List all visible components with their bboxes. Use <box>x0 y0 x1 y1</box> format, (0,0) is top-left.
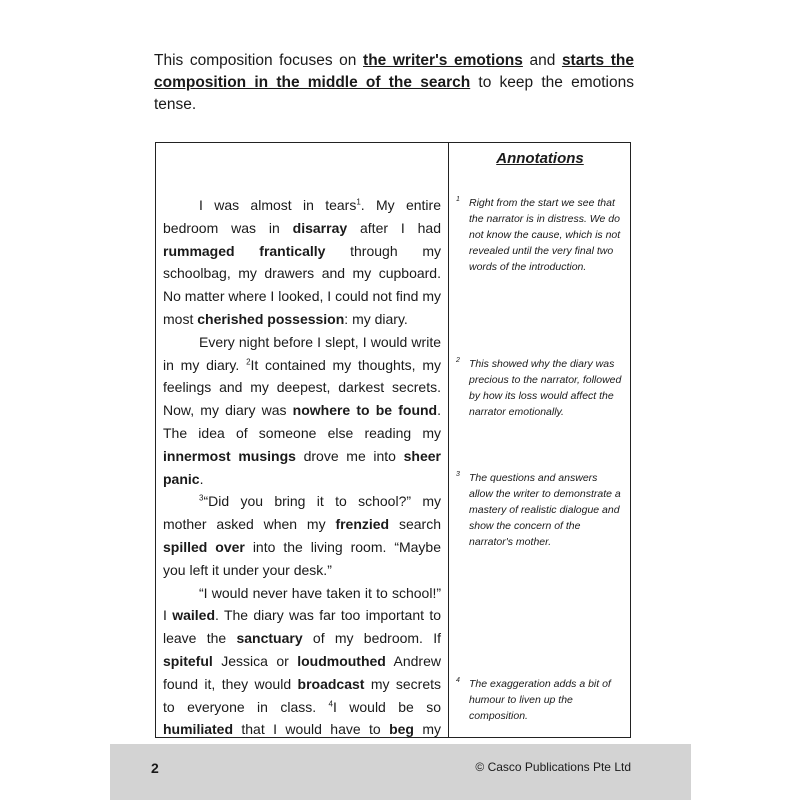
column-divider <box>448 142 449 738</box>
story-text: Jessica or <box>212 652 298 669</box>
story-text: into the living room. “Maybe you left it under your desk.” <box>163 538 442 578</box>
annotation-note-3 <box>456 470 624 550</box>
story-paragraph-1 <box>163 194 441 331</box>
intro-text: This composition focuses on <box>154 52 364 69</box>
keyword: cherished possession <box>197 310 345 327</box>
annotation-text: The exaggeration adds a bit of humour to liven up the composition. <box>469 678 611 722</box>
keyword: sheer panic <box>163 447 441 487</box>
story-text: search <box>389 516 441 533</box>
intro-highlight: starts the composition in the middle of the search <box>154 52 634 91</box>
keyword: innermost musings <box>163 447 296 464</box>
intro-paragraph <box>154 50 634 116</box>
intro-text: and <box>522 52 562 69</box>
story-paragraph-4 <box>163 582 441 764</box>
story-text: Andrew found it, they would <box>163 652 441 692</box>
story-text: Every night before I slept, I would write in my diary. <box>163 333 441 373</box>
intro-highlight: the writer's emotions <box>363 52 523 69</box>
annotation-note-4 <box>456 676 624 724</box>
annotation-text: This showed why the diary was precious to the narrator, followed by how its loss would affect the narrator emotionally. <box>469 358 622 418</box>
annotation-note-2 <box>456 356 624 420</box>
story-text: after I had <box>347 219 442 236</box>
annotation-number: 3 <box>456 471 460 478</box>
story-text: . <box>199 470 204 487</box>
keyword: spiteful <box>163 652 213 669</box>
keyword: frenzied <box>335 516 390 533</box>
annotation-number: 2 <box>456 357 460 364</box>
keyword: rummaged frantically <box>163 242 326 259</box>
keyword: loudmouthed <box>297 652 386 669</box>
keyword: wailed <box>172 607 215 624</box>
keyword: broadcast <box>297 675 365 692</box>
annotation-text: The questions and answers allow the writer to demonstrate a mastery of realistic dialogue and show the concern of the narrator's mother. <box>469 472 621 548</box>
keyword: beg <box>389 721 414 738</box>
intro-text: to keep the emotions tense. <box>154 74 634 113</box>
story-text: I would be so <box>332 698 441 715</box>
story-text: “Did you bring it to school?” my mother asked when my <box>163 493 441 533</box>
story-text: of my bedroom. If <box>302 630 441 647</box>
annotation-ref: 2 <box>246 356 251 366</box>
story-text: “I would never have taken it to school!” I <box>163 584 441 624</box>
page-number: 2 <box>151 760 159 776</box>
story-text: that I would have to <box>233 721 390 738</box>
story-text: . My entire bedroom was in <box>163 197 441 236</box>
copyright-notice: © Casco Publications Pte Ltd <box>475 760 631 774</box>
story-text: It contained my thoughts, my feelings and my deepest, darkest secrets. Now, my diary was <box>163 356 441 419</box>
story-text: : my diary. <box>344 310 408 327</box>
story-text: through my schoolbag, my drawers and my cupboard. No matter where I looked, I could not find my most <box>163 242 441 327</box>
keyword: nowhere to be found <box>292 402 438 419</box>
story-text: my <box>422 721 441 738</box>
annotation-number: 1 <box>456 196 460 203</box>
story-text: . The diary was far too important to leave the <box>163 607 441 647</box>
story-paragraph-2 <box>163 331 441 491</box>
annotation-number: 4 <box>456 677 460 684</box>
keyword: disarray <box>292 219 348 236</box>
annotation-note-1 <box>456 195 624 275</box>
story-text: my secrets to everyone in class. <box>163 675 441 715</box>
story-text: I was almost in tears <box>199 197 357 213</box>
story-text: . The idea of someone else reading my <box>163 402 441 441</box>
annotation-ref: 1 <box>356 197 361 207</box>
annotations-heading: Annotations <box>496 150 584 167</box>
annotation-ref: 4 <box>328 698 333 708</box>
keyword: sanctuary <box>236 630 303 647</box>
keyword: humiliated <box>163 721 234 738</box>
page-footer <box>110 744 691 800</box>
keyword: spilled over <box>163 538 245 555</box>
story-paragraph-3 <box>163 490 441 581</box>
story-text: drove me into <box>295 447 404 464</box>
composition-text <box>163 194 441 764</box>
annotation-ref: 3 <box>199 493 204 503</box>
annotation-text: Right from the start we see that the narrator is in distress. We do not know the cause, which is not revealed until the very final two words of the introduction. <box>469 197 621 273</box>
